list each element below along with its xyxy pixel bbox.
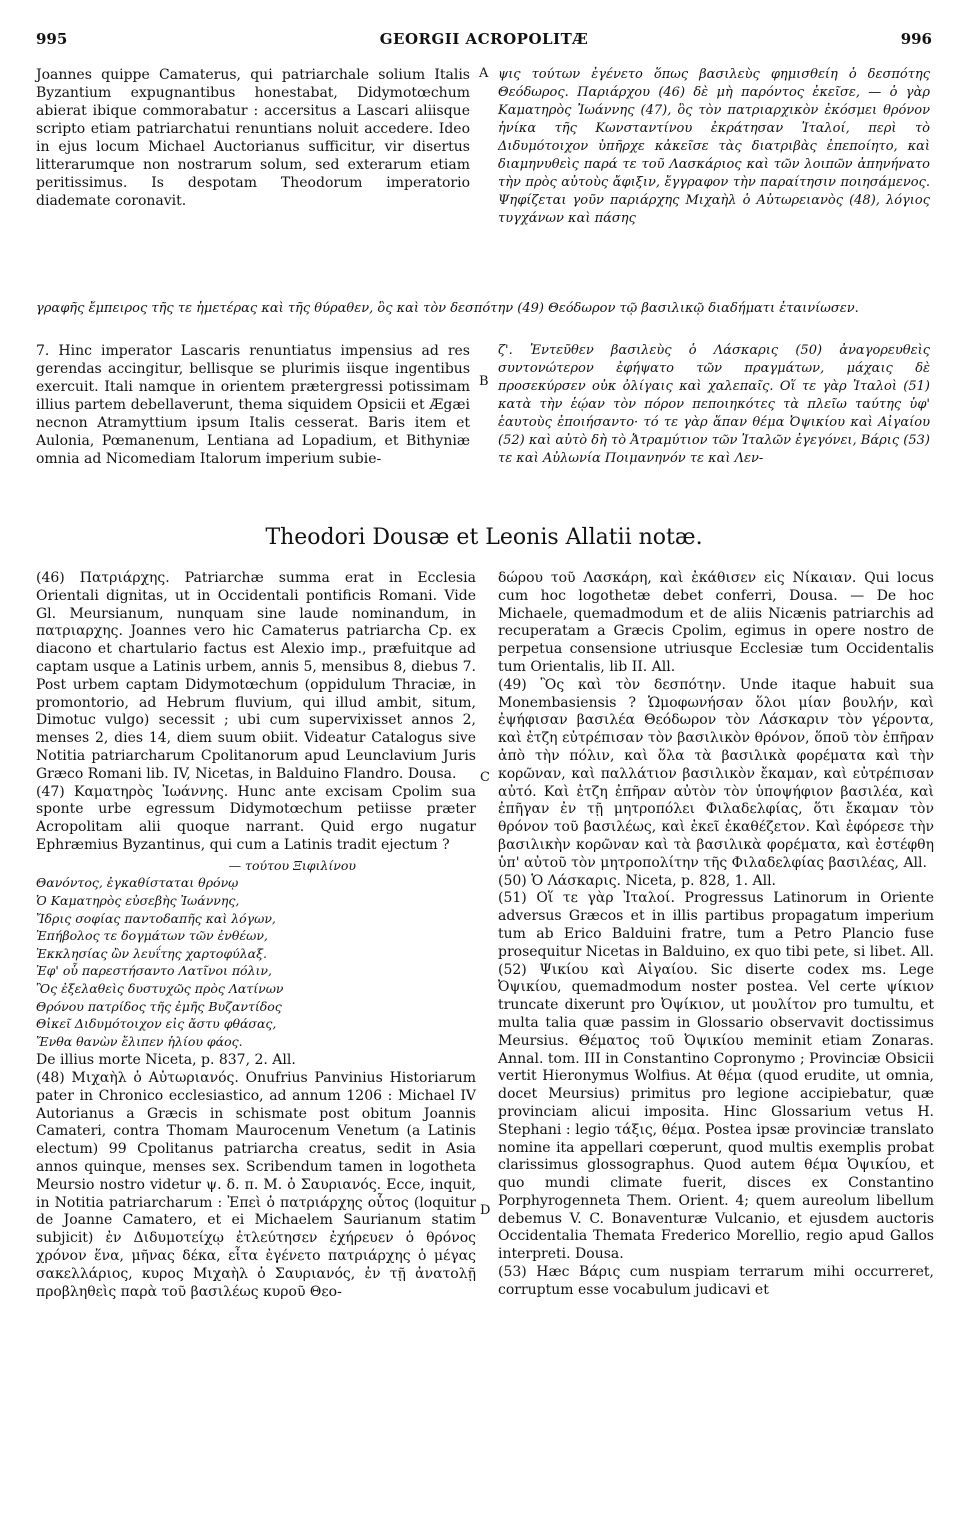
verse-line: Θἰκεῖ Διδυμότοιχον εἰς ἄστυ φθάσας, — [36, 1016, 277, 1032]
running-title: GEORGII ACROPOLITÆ — [379, 30, 589, 48]
verse-quotation — [36, 857, 476, 1051]
verse-line: Θανόντος, ἐγκαθίσταται θρόνῳ — [36, 875, 239, 891]
greek-text-top — [498, 66, 930, 228]
note-48-continued: δώρου τοῦ Λασκάρη, καὶ ἐκάθισεν εἰς Νίκαιαν. Qui locus cum hoc logothetæ debet conferri, Dousa. — De hoc Michaele, quemadmodum et de aliis Nicænis patriarchis ad recuperatam a Græcis Cpolim, egimus in opere nostro de perpetua consensione utriusque Ecclesiæ tum Occidentalis tum Orientalis, lib II. All. — [498, 570, 934, 675]
margin-letter-a: A — [479, 66, 489, 81]
verse-line: Ἐκκλησίας ὢν λευΐτης χαρτοφύλαξ. — [36, 945, 267, 961]
verse-line: Ἴδρις σοφίας παντοδαπῆς καὶ λόγων, — [36, 910, 276, 926]
verse-line: Ὃς ἐξελαθεὶς δυστυχῶς πρὸς Λατίνων — [36, 980, 284, 996]
note-52: (52) Ψικίου καὶ Αἰγαίου. Sic diserte codex ms. Lege Ὀψικίου, quemadmodum noster postea. Vel certe ψίκιον truncate dixerunt pro Ὀψίκιον, ut μουλίτον pro tumultu, et multa talia quæ passim in Glossario observavit doctissimus Meursius. Θέματος τοῦ Ὀψικίου meminit etiam Zonaras. Annal. tom. III in Constantino Copronymo ; Provinciæ Obsicii vertit Hieronymus Wolfius. At θέμα (quod erudite, ut omnia, docet Meursius) primitus pro legione accipiebatur, quæ provinciam alicui imposita. Hinc Glossarium vetus H. Stephani : legio τάξις, θέμα. Postea ipsæ provinciæ translato nomine ita appellari cœperunt, quod multis exemplis probat clarissimus glossographus. Quod autem θέμα Ὀψικίου, et quo mundi climate fuerit, disces ex Constantino Porphyrogenneta Them. Orient. 4; quem aureolum libellum debemus V. C. Bonaventuræ Vulcanio, et ejusdem auctoris Occidentalia Themata Frederico Morellio, regio apud Gallos interpreti. Dousa. — [498, 961, 934, 1263]
greek-text-chapter-7 — [498, 342, 930, 468]
verse-line: — τούτου Ξιφιλίνου — [228, 857, 356, 873]
left-page-number: 995 — [36, 30, 68, 48]
notes-heading: Theodori Dousæ et Leonis Allatii notæ. — [265, 525, 703, 550]
margin-letter-d: D — [480, 1203, 491, 1218]
notes-left-column — [36, 570, 476, 1301]
greek-paragraph: ζ'. Ἐντεῦθεν βασιλεὺς ὁ Λάσκαρις (50) ἀναγορευθεὶς συντονώτερον ἐφήψατο τῶν πραγμάτων, μάχαις δὲ προσεκύρσεν οὐκ ὀλίγαις καὶ χαλεπαῖς. Οἵ τε γὰρ Ἰταλοὶ (51) κατὰ τὴν ἑῴαν τὸν πόρον πεποιηκότες τὰ πλεῖω ταύτης ὑφ' ἑαυτοὺς ἐποιήσαντο· τό τε γὰρ ἅπαν θέμα Ὀψικίου καὶ Αἰγαίου (52) καὶ αὐτὸ δὴ τὸ Ἀτραμύτιον τῶν Ἰταλῶν ἐγεγόνει, Βάρις (53) τε καὶ Αὐλωνία Ποιμανηνόν τε καὶ Λεν- — [498, 343, 930, 466]
latin-paragraph: 7. Hinc imperator Lascaris renuntiatus impensius ad res gerendas accingitur, bellisque se plurimis iisque ingentibus exercuit. Itali namque in orientem prætergressi potissimam illius partem debellaverunt, thema siquidem Opsicii et Ægæi necnon Atramyttium ipsum Italis cesserat. Baris item et Aulonia, Pœmanenum, Lentiana ad Lopadium, et Bithyniæ omnia ad Nicomediam Italorum imperium subie- — [36, 343, 470, 467]
note-47: (47) Καματηρὸς Ἰωάννης. Hunc ante excisam Cpolim sua sponte urbe egressum Didymotœchum petiisse præter Acropolitam alii quoque narrant. Quid ergo nugatur Ephræmius Byzantinus, qui cum a Latinis tradit ejectum ? — [36, 783, 476, 853]
note-51: (51) Οἵ τε γὰρ Ἰταλοί. Progressus Latinorum in Oriente adversus Græcos et in illis partibus propagatum imperium tum ab Erico Balduini fratre, tum a Petro Plancio fuse prosequitur Nicetas in Balduino, ex quo tibi pete, si libet. All. — [498, 890, 935, 960]
greek-paragraph: ψις τούτων ἐγένετο ὅπως βασιλεὺς φημισθείη ὁ δεσπότης Θεόδωρος. Παριάρχου (46) δὲ μὴ παρόντος ἐκεῖσε, — ὁ γὰρ Καματηρὸς Ἰωάννης (47), ὃς τὸν πατριαρχικὸν ἐκόσμει θρόνον ἡνίκα τῆς Κωνσταντίνου ἐκράτησαν Ἰταλοί, περὶ τὸ Διδυμότοιχον ὑπῆρχε κἀκεῖσε τὰς διατριβὰς ἐπεποίητο, καὶ διαμηνυθεὶς παρά τε τοῦ Λασκάριος καὶ τῶν λοιπῶν ἀπηνήνατο τὴν πρὸς αὐτοὺς ἄφιξιν, ἔγγραφον τὴν παραίτησιν ποιησάμενος. Ψηφίζεται γοῦν παριάρχης Μιχαὴλ ὁ Αὐτωρειανὸς (48), λόγιος τυγχάνων καὶ πάσης — [498, 67, 930, 226]
verse-line: Θρόνου πατρίδος τῆς ἐμῆς Βυζαντίδος — [36, 998, 282, 1014]
notes-right-column — [498, 570, 934, 1300]
note-53: (53) Hæc Βάρις cum nuspiam terrarum mihi occurreret, corruptum esse vocabulum judicavi et — [498, 1264, 934, 1298]
note-48: (48) Μιχαὴλ ὁ Αὐτωριανός. Onufrius Panvinius Historiarum pater in Chronico ecclesiastico, ad annum 1206 : Michael IV Autorianus a Græcis in schismate post obitum Joannis Camateri, contra Thomam Maurocenum Venetum (a Latinis electum) 99 Cpolitanus patriarcha creatus, sedit in Asia annos quinque, menses sex. Scribendum tamen in logotheta Meursio nostro videtur ψ. δ. π. Μ. ὁ Σαυριανός. Ecce, inquit, in Notitia patriarcharum : Ἐπεὶ ὁ πατριάρχης οὗτος (loquitur de Joanne Camatero, et ei Michaelem Saurianum statim subjicit) ἐν Διδυμοτείχῳ ἐτλεύτησεν ἐχήρευεν ὁ θρόνος χρόνον ἕνα, μῆνας δέκα, εἶτα ἐγένετο πατριάρχης ὁ μέγας σακελλάριος, κυρος Μιχαὴλ ὁ Σαυριανός, ἐν τῇ ἀνατολῇ προβληθεὶς παρὰ τοῦ βασιλέως κυροῦ Θεο- — [36, 1070, 476, 1300]
latin-paragraph: Joannes quippe Camaterus, qui patriarchale solium Italis Byzantium expugnantibus honestabat, Didymotœchum abierat ibique commorabatur : accersitus a Lascari aliisque scripto etiam patriarchatui renuntians noluit accedere. Ideo in ejus locum Michael Auctorianus sufficitur, vir disertus litterarumque non nostrarum solum, sed exterarum etiam peritissimus. Is despotam Theodorum imperatorio diademate coronavit. — [36, 67, 470, 209]
running-header — [36, 30, 932, 52]
note-50: (50) Ὁ Λάσκαρις. Niceta, p. 828, 1. All. — [498, 872, 776, 889]
verse-line: Ἐφ' οὗ παρεστήσαντο Λατῖνοι πόλιν, — [36, 963, 272, 979]
greek-spanning-line: γραφῆς ἔμπειρος τῆς τε ἡμετέρας καὶ τῆς θύραθεν, ὃς καὶ τὸν δεσπότην (49) Θεόδωρον τῷ βασιλικῷ διαδήματι ἐταινίωσεν. — [36, 301, 859, 316]
note-49: (49) Ὃς καὶ τὸν δεσπότην. Unde itaque habuit sua Monembasiensis ? Ὡμοφωνήσαν ὅλοι μίαν βουλήν, καὶ ἐψήφισαν βασιλέα Θεόδωρον τὸν Λάσκαριν τὸν γέροντα, καὶ ἐτζη εὐτρέπισαν τὸν βασιλικὸν θρόνον, ὅποῦ τὸν ἐπῆραν ἀπὸ τὴν πόλιν, καὶ ὅλα τὰ βασιλικὰ φορέματα καὶ τὴν κορῶναν, καὶ παλλάτιον βασιλικὸν ἔκαμαν, καὶ εὐτρέπισαν αὐτό. Καὶ ἐτζη ἐπῆραν αὐτὸν τὸν ὑποψήφιον βασιλέα, καὶ ἐπῆγαν ἐν τῇ μητροπόλει Φιλαδελφίας, ὅτι ἔκαμαν τὸν θρόνον τοῦ βασιλέως, καὶ ἐκεῖ ἐκαθέζετον. Καὶ ἐφόρεσε τὴν βασιλικὴν κορῶναν καὶ τὰ βασιλικὰ φορέματα, καὶ ἐστέφθη ὑπ' αὐτοῦ τὸν μητροπολίτην τῆς Φιλαδελφίας βασιλέας, All. — [498, 676, 934, 871]
note-46: (46) Πατριάρχης. Patriarchæ summa erat in Ecclesia Orientali dignitas, ut in Occidentali pontificis Romani. Vide Gl. Meursianum, nunquam sine laude nominandum, in πατριαρχης. Joannes vero hic Camaterus patriarcha Cp. ex diacono et chartulario factus est Alexio imp., præfuitque ad captam usque a Latinis urbem, annis 5, mensibus 8, diebus 7. Post urbem captam Didymotœchum (oppidulum Thraciæ, in promontorio, ad Hebrum fluvium, qui illud ambit, situm, Dimotuc vulgo) secessit ; ubi cum supervixisset annos 2, menses 2, dies 14, diem suum obiit. Videatur Catalogus sive Notitia patriarcharum Cpolitanorum apud Leunclavium Juris Græco Romani lib. IV, Nicetas, in Balduino Flandro. Dousa. — [36, 570, 476, 782]
note-47-reference: De illius morte Niceta, p. 837, 2. All. — [36, 1052, 296, 1069]
latin-text-chapter-7 — [36, 342, 470, 468]
latin-text-top — [36, 66, 470, 210]
margin-letter-c: C — [480, 770, 490, 785]
verse-line: Ὁ Καματηρὸς εὐσεβὴς Ἰωάννης, — [36, 892, 240, 908]
margin-letter-b: B — [479, 374, 489, 389]
verse-line: Ἔνθα θανὼν ἔλιπεν ἡλίου φάος. — [36, 1033, 243, 1049]
right-page-number: 996 — [900, 30, 932, 48]
verse-line: Ἐπήβολος τε δογμάτων τῶν ἐνθέων, — [36, 928, 268, 944]
